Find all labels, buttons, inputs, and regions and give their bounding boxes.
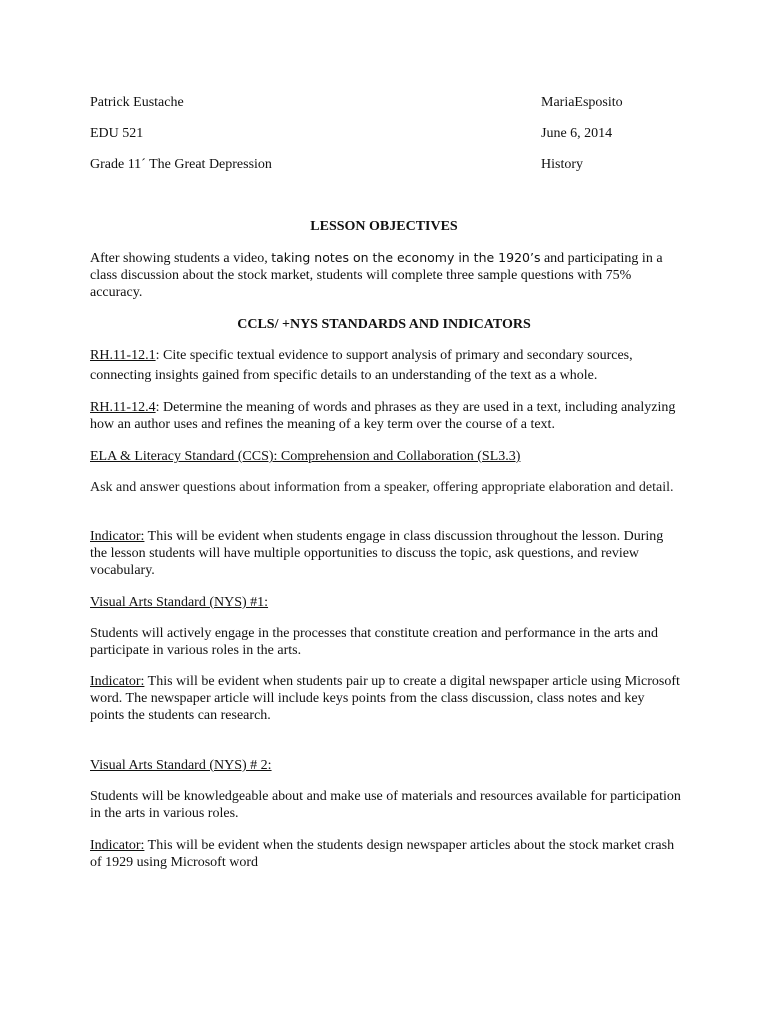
visual-arts-standard-2-title: Visual Arts Standard (NYS) # 2: [90,758,272,773]
objectives-text-start: After showing students a video, [90,251,272,266]
rh1-text: : Cite specific textual evidence to support analysis of primary and secondary sources, connecting insights gained from specific details to an understanding of the text as a whole. [90,348,633,383]
rh4-code: RH.11-12.4 [90,400,156,415]
visual-arts-standard-2-text: Students will be knowledgeable about and make use of materials and resources available for participation in the arts in various roles. [90,789,681,821]
ela-indicator-label: Indicator: [90,529,145,544]
va2-indicator-label: Indicator: [90,838,145,853]
standard-rh-11-12-4 [90,399,682,433]
instructor-name: MariaEsposito [541,95,623,110]
va1-indicator-text: This will be evident when students pair up to create a digital newspaper article using Microsoft word. The newspaper article will include keys points from the class discussion, class notes and key points the students can research. [90,674,680,723]
objectives-text-sans: taking notes on the economy in the 1920’s [271,250,541,265]
objectives-text-end: and participating in a class discussion about the stock market, students will complete three sample questions with 75% accuracy. [90,251,663,300]
ela-standard-title: ELA & Literacy Standard (CCS): Comprehension and Collaboration (SL3.3) [90,449,521,464]
lesson-objectives-heading: LESSON OBJECTIVES [310,219,458,234]
objectives-paragraph [90,249,682,301]
subject: History [541,157,583,172]
visual-arts-standard-1-title: Visual Arts Standard (NYS) #1: [90,595,269,610]
va2-indicator-text: This will be evident when the students design newspaper articles about the stock market crash of 1929 using Microsoft word [90,838,675,870]
standard-rh-11-12-1 [90,346,682,386]
visual-arts-1-indicator [90,673,682,724]
ela-indicator [90,528,682,579]
grade-topic: Grade 11´ The Great Depression [90,157,272,172]
rh4-text: : Determine the meaning of words and phrases as they are used in a text, including analyzing how an author uses and refines the meaning of a key term over the course of a text. [90,400,676,432]
ela-indicator-text: This will be evident when students engage in class discussion throughout the lesson. During the lesson students will have multiple opportunities to discuss the topic, ask questions, and review vocabulary. [90,529,664,578]
date: June 6, 2014 [541,126,613,141]
visual-arts-standard-1-text: Students will actively engage in the processes that constitute creation and performance in the arts and participate in various roles in the arts. [90,626,658,658]
ela-standard-text: Ask and answer questions about information from a speaker, offering appropriate elaboration and detail. [90,480,674,495]
visual-arts-2-indicator [90,837,682,871]
course-code: EDU 521 [90,126,144,141]
va1-indicator-label: Indicator: [90,674,145,689]
rh1-code: RH.11-12.1 [90,348,156,363]
standards-heading: CCLS/ +NYS STANDARDS AND INDICATORS [237,317,531,332]
author-name: Patrick Eustache [90,95,184,110]
